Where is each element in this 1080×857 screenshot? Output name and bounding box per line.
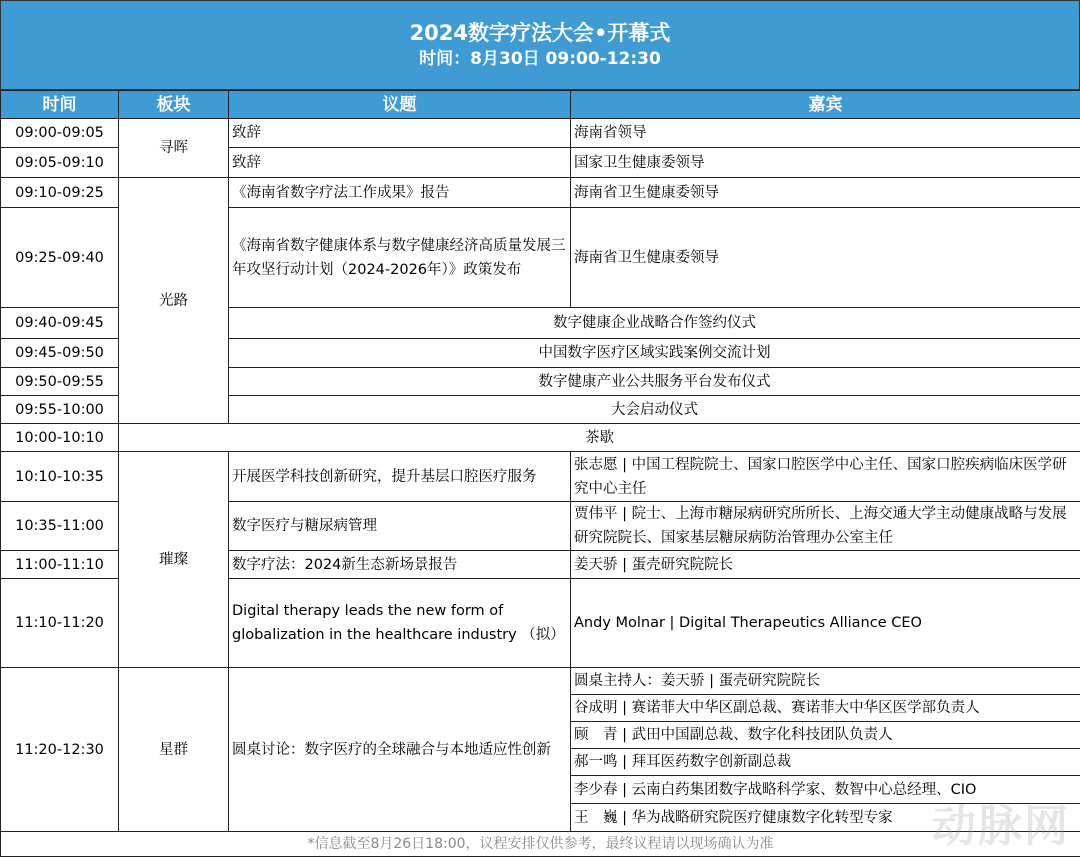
topic-cell: 致辞 — [229, 148, 571, 178]
guest-cell: 李少春 | 云南白药集团数字战略科学家、数智中心总经理、CIO — [571, 776, 1080, 804]
column-header-row — [1, 91, 1080, 119]
table-row — [1, 452, 1080, 502]
topic-cell: 大会启动仪式 — [229, 396, 1080, 424]
topic-cell: 中国数字医疗区域实践案例交流计划 — [229, 339, 1080, 368]
topic-cell: 《海南省数字健康体系与数字健康经济高质量发展三年攻坚行动计划（2024-2026年）》政策发布 — [229, 208, 571, 308]
topic-cell: 致辞 — [229, 119, 571, 148]
guest-cell: 顾 青 | 武田中国副总裁、数字化科技团队负责人 — [571, 722, 1080, 749]
guest-cell: 海南省卫生健康委领导 — [571, 208, 1080, 308]
guest-cell: 圆桌主持人：姜天骄 | 蛋壳研究院院长 — [571, 668, 1080, 695]
time-cell: 09:25-09:40 — [1, 208, 119, 308]
topic-cell: 数字健康产业公共服务平台发布仪式 — [229, 368, 1080, 396]
time-cell: 09:10-09:25 — [1, 178, 119, 208]
col-guest: 嘉宾 — [571, 91, 1080, 119]
table-row — [1, 424, 1080, 452]
guest-cell: 姜天骄 | 蛋壳研究院院长 — [571, 551, 1080, 579]
time-cell: 11:20-12:30 — [1, 668, 119, 832]
guest-cell: 王 巍 | 华为战略研究院医疗健康数字化转型专家 — [571, 804, 1080, 832]
table-row — [1, 178, 1080, 208]
time-cell: 11:10-11:20 — [1, 579, 119, 668]
time-cell: 10:10-10:35 — [1, 452, 119, 502]
time-cell: 09:40-09:45 — [1, 308, 119, 339]
footer-note: *信息截至8月26日18:00，议程安排仅供参考，最终议程请以现场确认为准 — [1, 832, 1080, 857]
block-cell: 寻晖 — [119, 119, 229, 178]
topic-cell: 圆桌讨论：数字医疗的全球融合与本地适应性创新 — [229, 668, 571, 832]
col-topic: 议题 — [229, 91, 571, 119]
guest-cell: 国家卫生健康委领导 — [571, 148, 1080, 178]
guest-cell: 郝一鸣 | 拜耳医药数字创新副总裁 — [571, 749, 1080, 776]
guest-cell: 贾伟平 | 院士、上海市糖尿病研究所所长、上海交通大学主动健康战略与发展研究院院长、国家基层糖尿病防治管理办公室主任 — [571, 502, 1080, 551]
topic-cell: Digital therapy leads the new form of globalization in the healthcare industry （拟） — [229, 579, 571, 668]
title-banner — [0, 0, 1080, 90]
guest-cell: 谷成明 | 赛诺菲大中华区副总裁、赛诺菲大中华区医学部负责人 — [571, 695, 1080, 722]
time-cell: 11:00-11:10 — [1, 551, 119, 579]
block-cell: 光路 — [119, 178, 229, 424]
time-cell: 09:05-09:10 — [1, 148, 119, 178]
watermark-logo: 动脉网 — [932, 790, 1070, 854]
guest-cell: 海南省领导 — [571, 119, 1080, 148]
table-row — [1, 119, 1080, 148]
time-cell: 10:35-11:00 — [1, 502, 119, 551]
col-block: 板块 — [119, 91, 229, 119]
time-cell: 09:55-10:00 — [1, 396, 119, 424]
table-row — [1, 668, 1080, 695]
time-cell: 10:00-10:10 — [1, 424, 119, 452]
topic-cell: 开展医学科技创新研究，提升基层口腔医疗服务 — [229, 452, 571, 502]
time-cell: 09:50-09:55 — [1, 368, 119, 396]
topic-cell: 数字医疗与糖尿病管理 — [229, 502, 571, 551]
break-cell: 茶歇 — [119, 424, 1080, 452]
time-cell: 09:45-09:50 — [1, 339, 119, 368]
block-cell: 星群 — [119, 668, 229, 832]
topic-cell: 数字疗法：2024新生态新场景报告 — [229, 551, 571, 579]
block-cell: 璀璨 — [119, 452, 229, 668]
agenda-table — [0, 90, 1080, 857]
event-time: 时间：8月30日 09:00-12:30 — [1, 47, 1079, 71]
guest-cell: Andy Molnar | Digital Therapeutics Alliance CEO — [571, 579, 1080, 668]
topic-cell: 数字健康企业战略合作签约仪式 — [229, 308, 1080, 339]
footer-row — [1, 832, 1080, 857]
time-cell: 09:00-09:05 — [1, 119, 119, 148]
guest-cell: 张志愿 | 中国工程院院士、国家口腔医学中心主任、国家口腔疾病临床医学研究中心主任 — [571, 452, 1080, 502]
page-title: 2024数字疗法大会•开幕式 — [1, 19, 1079, 47]
topic-cell: 《海南省数字疗法工作成果》报告 — [229, 178, 571, 208]
col-time: 时间 — [1, 91, 119, 119]
guest-cell: 海南省卫生健康委领导 — [571, 178, 1080, 208]
